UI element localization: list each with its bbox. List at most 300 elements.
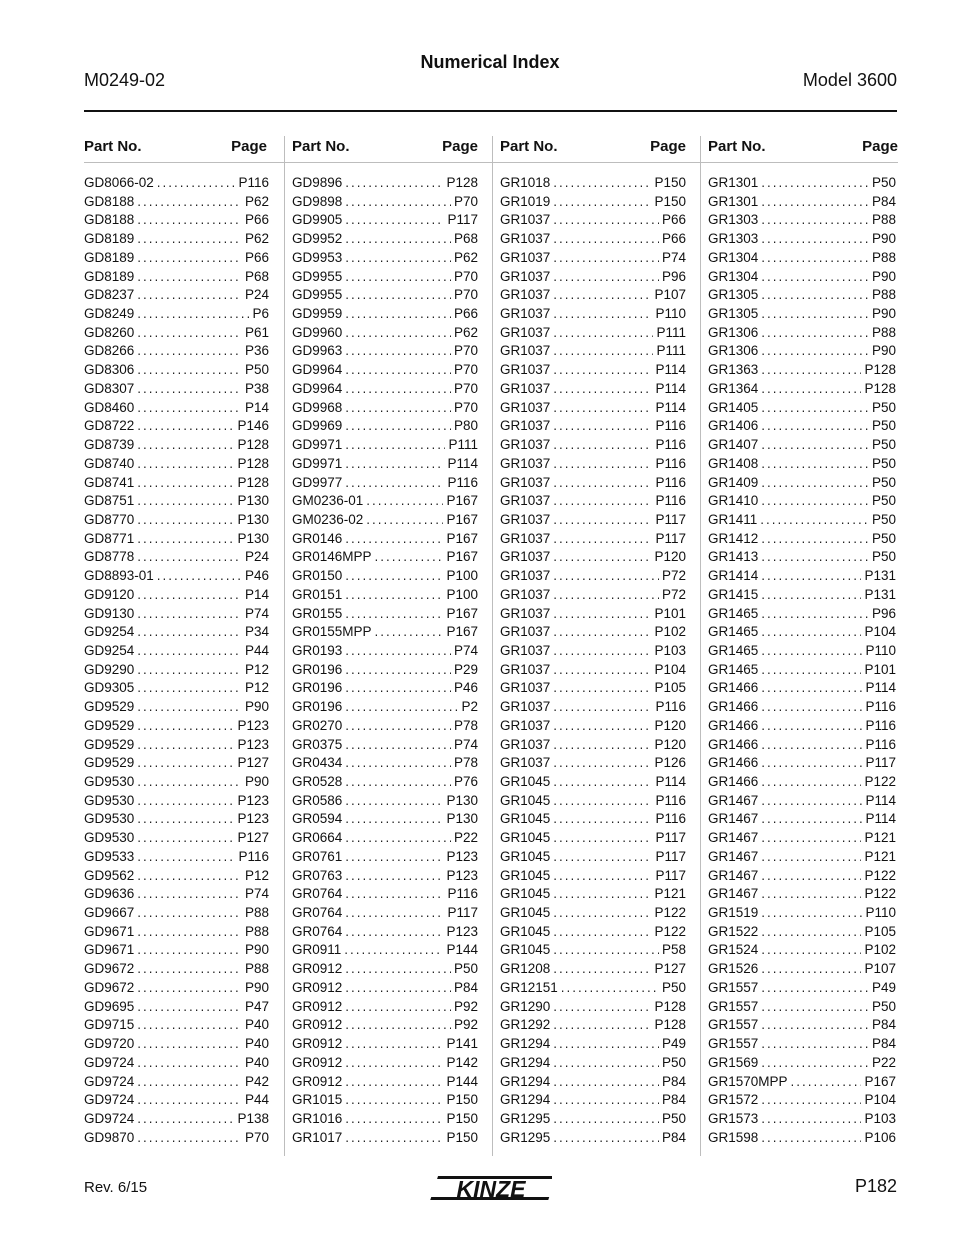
index-entry <box>84 436 284 455</box>
index-entry <box>493 380 700 399</box>
page-reference: P90 <box>244 942 269 958</box>
index-entry <box>285 268 492 287</box>
part-number: GD9530 <box>84 811 135 827</box>
page-reference: P50 <box>244 362 269 378</box>
part-number: GR0761 <box>292 848 343 864</box>
dot-leader <box>345 923 443 942</box>
dot-leader <box>761 361 861 380</box>
dot-leader <box>345 174 443 193</box>
part-number: GD9672 <box>84 961 135 977</box>
dot-leader <box>345 661 451 680</box>
index-entry <box>493 1016 700 1035</box>
dot-leader <box>137 605 242 624</box>
index-entry <box>701 754 898 773</box>
dot-leader <box>345 773 451 792</box>
page-reference: P130 <box>446 811 478 827</box>
page-reference: P110 <box>865 905 896 921</box>
page-reference: P50 <box>871 530 896 546</box>
page-reference: P123 <box>237 736 269 752</box>
part-number: GR1465 <box>708 605 759 621</box>
index-rows <box>84 174 284 1147</box>
part-number: GD9969 <box>292 418 343 434</box>
page-reference: P96 <box>871 605 896 621</box>
part-number: GR1413 <box>708 549 759 565</box>
dot-leader <box>137 904 242 923</box>
index-entry <box>84 567 284 586</box>
index-entry <box>84 1091 284 1110</box>
dot-leader <box>761 979 869 998</box>
dot-leader <box>553 754 651 773</box>
page-reference: P70 <box>453 268 478 284</box>
part-number: GR1295 <box>500 1110 551 1126</box>
part-number: GD8722 <box>84 418 135 434</box>
dot-leader <box>761 923 861 942</box>
part-number: GR1037 <box>500 511 551 527</box>
part-number: GR1304 <box>708 249 759 265</box>
part-number: GR1045 <box>500 867 551 883</box>
part-number: GD8778 <box>84 549 135 565</box>
index-entry <box>701 923 898 942</box>
dot-leader <box>761 1054 869 1073</box>
part-number: GD9971 <box>292 437 343 453</box>
part-number: GR1411 <box>708 511 758 527</box>
dot-leader <box>137 941 242 960</box>
page-reference: P105 <box>654 680 686 696</box>
dot-leader <box>553 792 652 811</box>
index-entry <box>701 455 898 474</box>
page-reference: P36 <box>244 343 269 359</box>
page-reference: P141 <box>446 1036 478 1052</box>
index-entry <box>285 717 492 736</box>
index-entry <box>493 586 700 605</box>
part-number: GR1037 <box>500 549 551 565</box>
index-entry <box>701 941 898 960</box>
part-number: GD9120 <box>84 586 135 602</box>
page-reference: P150 <box>446 1110 478 1126</box>
page-reference: P101 <box>654 605 686 621</box>
index-entry <box>285 698 492 717</box>
dot-leader <box>553 773 652 792</box>
index-entry <box>285 904 492 923</box>
part-number: GR1557 <box>708 998 759 1014</box>
index-entry <box>285 1016 492 1035</box>
part-number: GD8189 <box>84 249 135 265</box>
part-number: GR0586 <box>292 792 343 808</box>
dot-leader <box>761 717 862 736</box>
part-number: GR1037 <box>500 455 551 471</box>
dot-leader <box>137 268 242 287</box>
dot-leader <box>553 960 651 979</box>
dot-leader <box>137 474 234 493</box>
page-reference: P29 <box>453 661 478 677</box>
dot-leader <box>761 586 861 605</box>
index-entry <box>84 455 284 474</box>
index-entry <box>84 792 284 811</box>
part-number: GR1037 <box>500 642 551 658</box>
dot-leader <box>553 342 653 361</box>
part-number: GD9896 <box>292 175 343 190</box>
page-reference: P128 <box>237 474 269 490</box>
part-number: GR1045 <box>500 792 551 808</box>
page-reference: P84 <box>871 193 896 209</box>
part-number: GM0236-01 <box>292 493 364 509</box>
dot-leader <box>345 792 443 811</box>
dot-leader <box>553 324 653 343</box>
part-number: GD8740 <box>84 455 135 471</box>
part-number: GR0594 <box>292 811 343 827</box>
index-entry <box>493 268 700 287</box>
part-number: GD9695 <box>84 998 135 1014</box>
part-number: GD8266 <box>84 343 135 359</box>
part-number: GR1045 <box>500 886 551 902</box>
part-no-header: Part No. <box>500 138 558 155</box>
page-reference: P114 <box>865 680 896 696</box>
index-entry <box>285 361 492 380</box>
part-number: GR1037 <box>500 287 551 303</box>
dot-leader <box>137 305 249 324</box>
index-entry <box>285 530 492 549</box>
page-reference: P84 <box>871 1017 896 1033</box>
index-entry <box>701 904 898 923</box>
page-reference: P117 <box>655 867 686 883</box>
page-reference: P117 <box>655 830 686 846</box>
index-entry <box>493 923 700 942</box>
dot-leader <box>345 1110 443 1129</box>
dot-leader <box>345 567 443 586</box>
dot-leader <box>761 324 869 343</box>
page-reference: P90 <box>871 231 896 247</box>
index-entry <box>701 1035 898 1054</box>
dot-leader <box>553 810 652 829</box>
part-number: GR1410 <box>708 493 759 509</box>
dot-leader <box>761 848 861 867</box>
part-number: GR1037 <box>500 680 551 696</box>
page-reference: P12 <box>244 661 269 677</box>
index-entry <box>493 548 700 567</box>
index-entry <box>701 792 898 811</box>
dot-leader <box>157 174 236 193</box>
dot-leader <box>553 1091 659 1110</box>
page-reference: P88 <box>871 324 896 340</box>
dot-leader <box>345 286 451 305</box>
part-number: GD9959 <box>292 306 343 322</box>
index-entry <box>701 810 898 829</box>
dot-leader <box>137 1073 242 1092</box>
page-reference: P167 <box>446 549 478 565</box>
dot-leader <box>137 923 242 942</box>
index-entry <box>493 773 700 792</box>
part-number: GR1208 <box>500 961 551 977</box>
page-reference: P104 <box>654 661 686 677</box>
index-entry <box>701 324 898 343</box>
dot-leader <box>137 249 242 268</box>
part-number: GM0236-02 <box>292 511 364 527</box>
page-reference: P50 <box>871 474 896 490</box>
page-reference: P167 <box>446 493 478 509</box>
page-reference: P88 <box>871 212 896 228</box>
part-number: GR1570MPP <box>708 1073 788 1089</box>
dot-leader <box>761 885 861 904</box>
dot-leader <box>761 1110 861 1129</box>
dot-leader <box>761 474 869 493</box>
page-reference: P120 <box>654 717 686 733</box>
page-number: P182 <box>854 1176 897 1196</box>
page-reference: P44 <box>244 642 269 658</box>
index-entry <box>701 642 898 661</box>
index-entry <box>493 605 700 624</box>
index-entry <box>285 492 492 511</box>
part-number: GR1045 <box>500 905 551 921</box>
index-entry <box>701 492 898 511</box>
part-number: GD9671 <box>84 923 135 939</box>
index-entry <box>493 1091 700 1110</box>
dot-leader <box>137 867 242 886</box>
dot-leader <box>345 736 451 755</box>
page-reference: P122 <box>654 905 686 921</box>
dot-leader <box>137 1091 242 1110</box>
dot-leader <box>553 885 651 904</box>
part-no-header: Part No. <box>292 138 350 155</box>
part-number: GR1466 <box>708 680 759 696</box>
page-reference: P123 <box>446 923 478 939</box>
page-reference: P6 <box>252 306 269 322</box>
part-number: GR0146 <box>292 530 343 546</box>
dot-leader <box>553 829 652 848</box>
index-entry <box>701 979 898 998</box>
dot-leader <box>137 717 234 736</box>
index-entry <box>493 530 700 549</box>
index-entry <box>84 211 284 230</box>
page-reference: P110 <box>865 642 896 658</box>
part-number: GR1569 <box>708 1054 759 1070</box>
dot-leader <box>553 511 652 530</box>
dot-leader <box>345 1035 443 1054</box>
part-number: GR1294 <box>500 1092 551 1108</box>
page-reference: P128 <box>237 437 269 453</box>
dot-leader <box>345 436 445 455</box>
part-number: GR1465 <box>708 661 759 677</box>
dot-leader <box>345 193 451 212</box>
part-number: GR0434 <box>292 755 343 771</box>
dot-leader <box>366 511 443 530</box>
index-entry <box>493 829 700 848</box>
part-number: GR1466 <box>708 717 759 733</box>
index-entry <box>285 1035 492 1054</box>
part-number: GD8751 <box>84 493 135 509</box>
part-number: GR1294 <box>500 1036 551 1052</box>
index-entry <box>493 885 700 904</box>
dot-leader <box>761 1035 869 1054</box>
index-entry <box>493 455 700 474</box>
part-number: GR1467 <box>708 792 759 808</box>
dot-leader <box>553 249 659 268</box>
page-reference: P84 <box>871 1036 896 1052</box>
index-entry <box>84 1016 284 1035</box>
part-number: GD9715 <box>84 1017 135 1033</box>
page-reference: P90 <box>244 979 269 995</box>
index-columns <box>84 136 898 1156</box>
page-reference: P14 <box>244 586 269 602</box>
page-reference: P80 <box>453 418 478 434</box>
index-entry <box>285 736 492 755</box>
part-number: GR0912 <box>292 979 343 995</box>
part-number: GR1037 <box>500 343 551 359</box>
part-number: GR1018 <box>500 175 551 190</box>
dot-leader <box>137 1054 242 1073</box>
dot-leader <box>137 661 242 680</box>
dot-leader <box>553 193 651 212</box>
index-entry <box>285 979 492 998</box>
page-reference: P76 <box>453 774 478 789</box>
part-number: GR0196 <box>292 661 343 677</box>
part-number: GR1414 <box>708 568 759 584</box>
index-entry <box>84 717 284 736</box>
page-reference: P66 <box>661 231 686 247</box>
page-reference: P58 <box>661 942 686 958</box>
index-entry <box>84 736 284 755</box>
page-reference: P114 <box>655 399 686 415</box>
index-entry <box>701 679 898 698</box>
page-reference: P47 <box>244 998 269 1014</box>
page-reference: P120 <box>654 549 686 565</box>
dot-leader <box>345 417 451 436</box>
index-entry <box>285 305 492 324</box>
index-entry <box>493 286 700 305</box>
index-entry <box>493 342 700 361</box>
page-reference: P70 <box>453 362 478 378</box>
page-reference: P70 <box>244 1129 269 1145</box>
part-number: GR1305 <box>708 287 759 303</box>
dot-leader <box>761 698 862 717</box>
part-number: GD9960 <box>292 324 343 340</box>
page-reference: P138 <box>237 1110 269 1126</box>
dot-leader <box>553 492 652 511</box>
part-number: GR1017 <box>292 1129 343 1145</box>
page-reference: P62 <box>453 324 478 340</box>
dot-leader <box>345 885 444 904</box>
part-number: GR1306 <box>708 324 759 340</box>
part-number: GR1467 <box>708 811 759 827</box>
part-number: GR1465 <box>708 642 759 658</box>
dot-leader <box>553 867 652 886</box>
page-reference: P101 <box>864 661 896 677</box>
index-entry <box>285 174 492 193</box>
index-entry <box>84 174 284 193</box>
page-reference: P150 <box>446 1092 478 1108</box>
dot-leader <box>761 380 861 399</box>
part-number: GR1045 <box>500 774 551 789</box>
part-number: GR1303 <box>708 231 759 247</box>
index-entry <box>701 193 898 212</box>
dot-leader <box>345 998 451 1017</box>
part-number: GR1305 <box>708 306 759 322</box>
page-reference: P72 <box>661 586 686 602</box>
dot-leader <box>761 455 869 474</box>
dot-leader <box>553 1110 659 1129</box>
part-number: GR1037 <box>500 418 551 434</box>
part-number: GR1557 <box>708 1036 759 1052</box>
page-reference: P106 <box>864 1129 896 1145</box>
part-number: GR1409 <box>708 474 759 490</box>
page-reference: P34 <box>244 624 269 640</box>
index-entry <box>84 754 284 773</box>
dot-leader <box>137 436 234 455</box>
page-reference: P111 <box>448 437 478 453</box>
dot-leader <box>553 605 651 624</box>
dot-leader <box>791 1073 862 1092</box>
dot-leader <box>137 773 242 792</box>
page-reference: P50 <box>661 979 686 995</box>
part-number: GD9968 <box>292 399 343 415</box>
part-number: GD9529 <box>84 736 135 752</box>
part-number: GD8893-01 <box>84 568 154 584</box>
index-entry <box>701 661 898 680</box>
index-entry <box>493 754 700 773</box>
dot-leader <box>137 1110 234 1129</box>
part-number: GR0664 <box>292 830 343 846</box>
index-entry <box>493 661 700 680</box>
page-reference: P116 <box>655 437 686 453</box>
part-number: GR0912 <box>292 998 343 1014</box>
index-entry <box>701 548 898 567</box>
page-reference: P90 <box>244 699 269 715</box>
page-reference: P88 <box>244 923 269 939</box>
part-number: GR1037 <box>500 306 551 322</box>
dot-leader <box>761 436 869 455</box>
page-reference: P70 <box>453 193 478 209</box>
part-number: GR1045 <box>500 830 551 846</box>
index-entry <box>701 511 898 530</box>
index-entry <box>84 380 284 399</box>
part-number: GD9636 <box>84 886 135 902</box>
dot-leader <box>345 1073 443 1092</box>
part-number: GR1294 <box>500 1073 551 1089</box>
part-number: GD9977 <box>292 474 343 490</box>
index-entry <box>285 605 492 624</box>
page-reference: P122 <box>654 923 686 939</box>
index-column-3 <box>492 136 700 1156</box>
index-entry <box>285 455 492 474</box>
part-number: GD9305 <box>84 680 135 696</box>
dot-leader <box>761 305 869 324</box>
index-entry <box>84 1110 284 1129</box>
dot-leader <box>553 642 651 661</box>
dot-leader <box>345 679 451 698</box>
index-entry <box>84 941 284 960</box>
page-reference: P144 <box>446 1073 478 1089</box>
part-number: GD8066-02 <box>84 175 154 190</box>
part-number: GR1290 <box>500 998 551 1014</box>
page-reference: P42 <box>244 1073 269 1089</box>
page-header: Page <box>862 138 898 155</box>
index-entry <box>701 567 898 586</box>
index-entry <box>285 436 492 455</box>
part-number: GD8306 <box>84 362 135 378</box>
dot-leader <box>137 979 242 998</box>
index-entry <box>84 548 284 567</box>
index-entry <box>701 436 898 455</box>
dot-leader <box>137 848 235 867</box>
index-entry <box>493 324 700 343</box>
part-number: GR0151 <box>292 586 343 602</box>
dot-leader <box>553 211 659 230</box>
index-entry <box>285 342 492 361</box>
page-reference: P70 <box>453 343 478 359</box>
part-number: GR0764 <box>292 923 343 939</box>
page-reference: P117 <box>447 212 478 228</box>
page-reference: P116 <box>865 736 896 752</box>
index-entry <box>701 530 898 549</box>
